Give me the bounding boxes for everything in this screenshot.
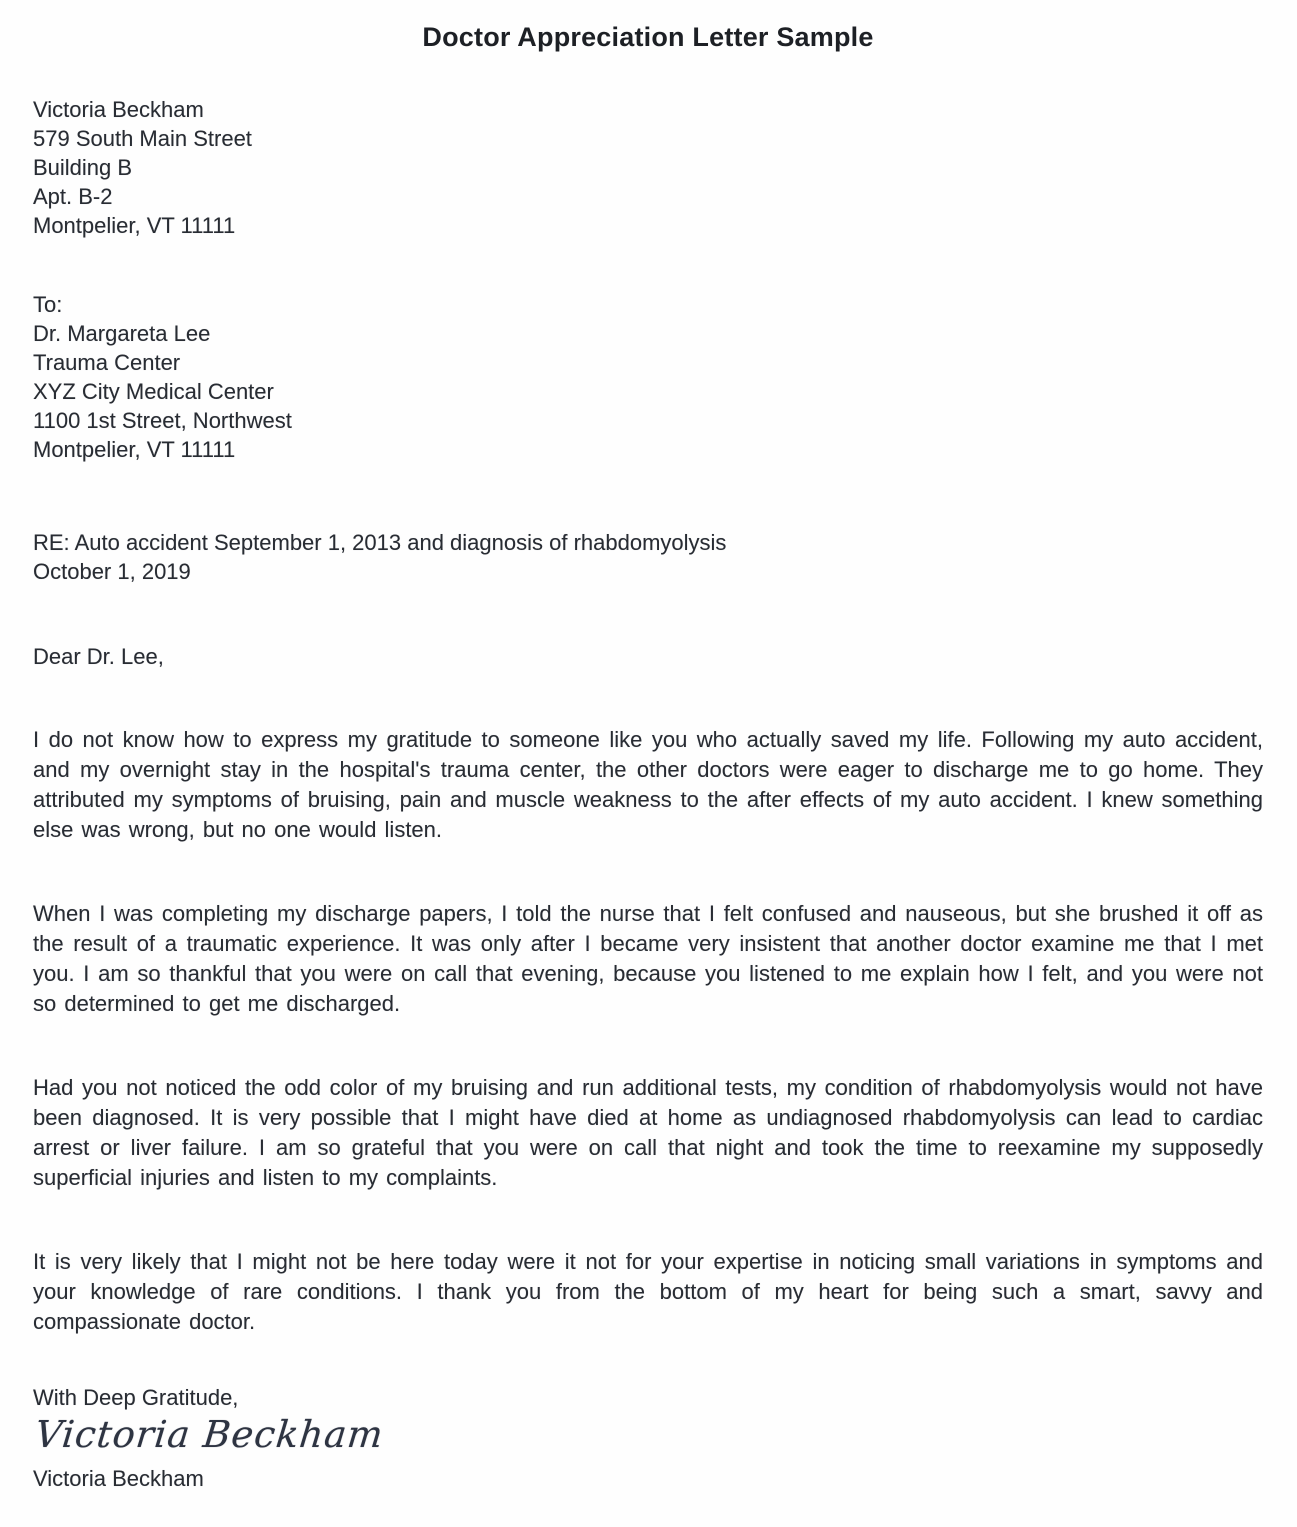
body-paragraph: Had you not noticed the odd color of my bruising and run additional tests, my condition of rhabdomyolysis would not have been diagnosed. It is very possible that I might have died at home as undiagnosed rhabdomyolysis can lead to cardiac arrest or liver failure. I am so grateful that you were on call that night and took the time to reexamine my supposedly superficial injuries and listen to my complaints. (33, 1075, 1263, 1190)
body-paragraph: I do not know how to express my gratitude to someone like you who actually saved my life. Following my auto accident, and my overnight stay in the hospital's trauma center, the other doctors were eager to discharge me to go home. They attributed my symptoms of bruising, pain and muscle weakness to the after effects of my auto accident. I knew something else was wrong, but no one would listen. (33, 727, 1263, 842)
sender-apt: Apt. B-2 (33, 184, 113, 209)
body-paragraph: It is very likely that I might not be here today were it not for your expertise in noticing small variations in symptoms and your knowledge of rare conditions. I thank you from the bottom of my heart for being such a smart, savvy and compassionate doctor. (33, 1249, 1263, 1334)
page-title: Doctor Appreciation Letter Sample (422, 22, 874, 52)
subject-block (33, 528, 1263, 586)
recipient-city-state-zip: Montpelier, VT 11111 (33, 437, 236, 462)
sender-address-block (33, 95, 1263, 240)
sender-name: Victoria Beckham (33, 97, 204, 122)
sender-city-state-zip: Montpelier, VT 11111 (33, 213, 236, 238)
body-paragraph: When I was completing my discharge papers, I told the nurse that I felt confused and nauseous, but she brushed it off as the result of a traumatic experience. It was only after I became very insistent that another doctor examine me that I met you. I am so thankful that you were on call that evening, because you listened to me explain how I felt, and you were not so determined to get me discharged. (33, 901, 1263, 1016)
sender-street: 579 South Main Street (33, 126, 252, 151)
recipient-organization: XYZ City Medical Center (33, 379, 274, 404)
recipient-label: To: (33, 292, 63, 317)
recipient-address-block (33, 290, 1263, 464)
closing-line: With Deep Gratitude, (33, 1385, 239, 1410)
sender-building: Building B (33, 155, 133, 180)
recipient-street: 1100 1st Street, Northwest (33, 408, 292, 433)
recipient-department: Trauma Center (33, 350, 181, 375)
signature-typed-name: Victoria Beckham (33, 1466, 204, 1491)
recipient-name: Dr. Margareta Lee (33, 321, 211, 346)
subject-line: RE: Auto accident September 1, 2013 and diagnosis of rhabdomyolysis (33, 530, 727, 555)
date-line: October 1, 2019 (33, 559, 191, 584)
handwritten-signature: Victoria Beckham (33, 1413, 386, 1456)
salutation: Dear Dr. Lee, (33, 644, 164, 669)
